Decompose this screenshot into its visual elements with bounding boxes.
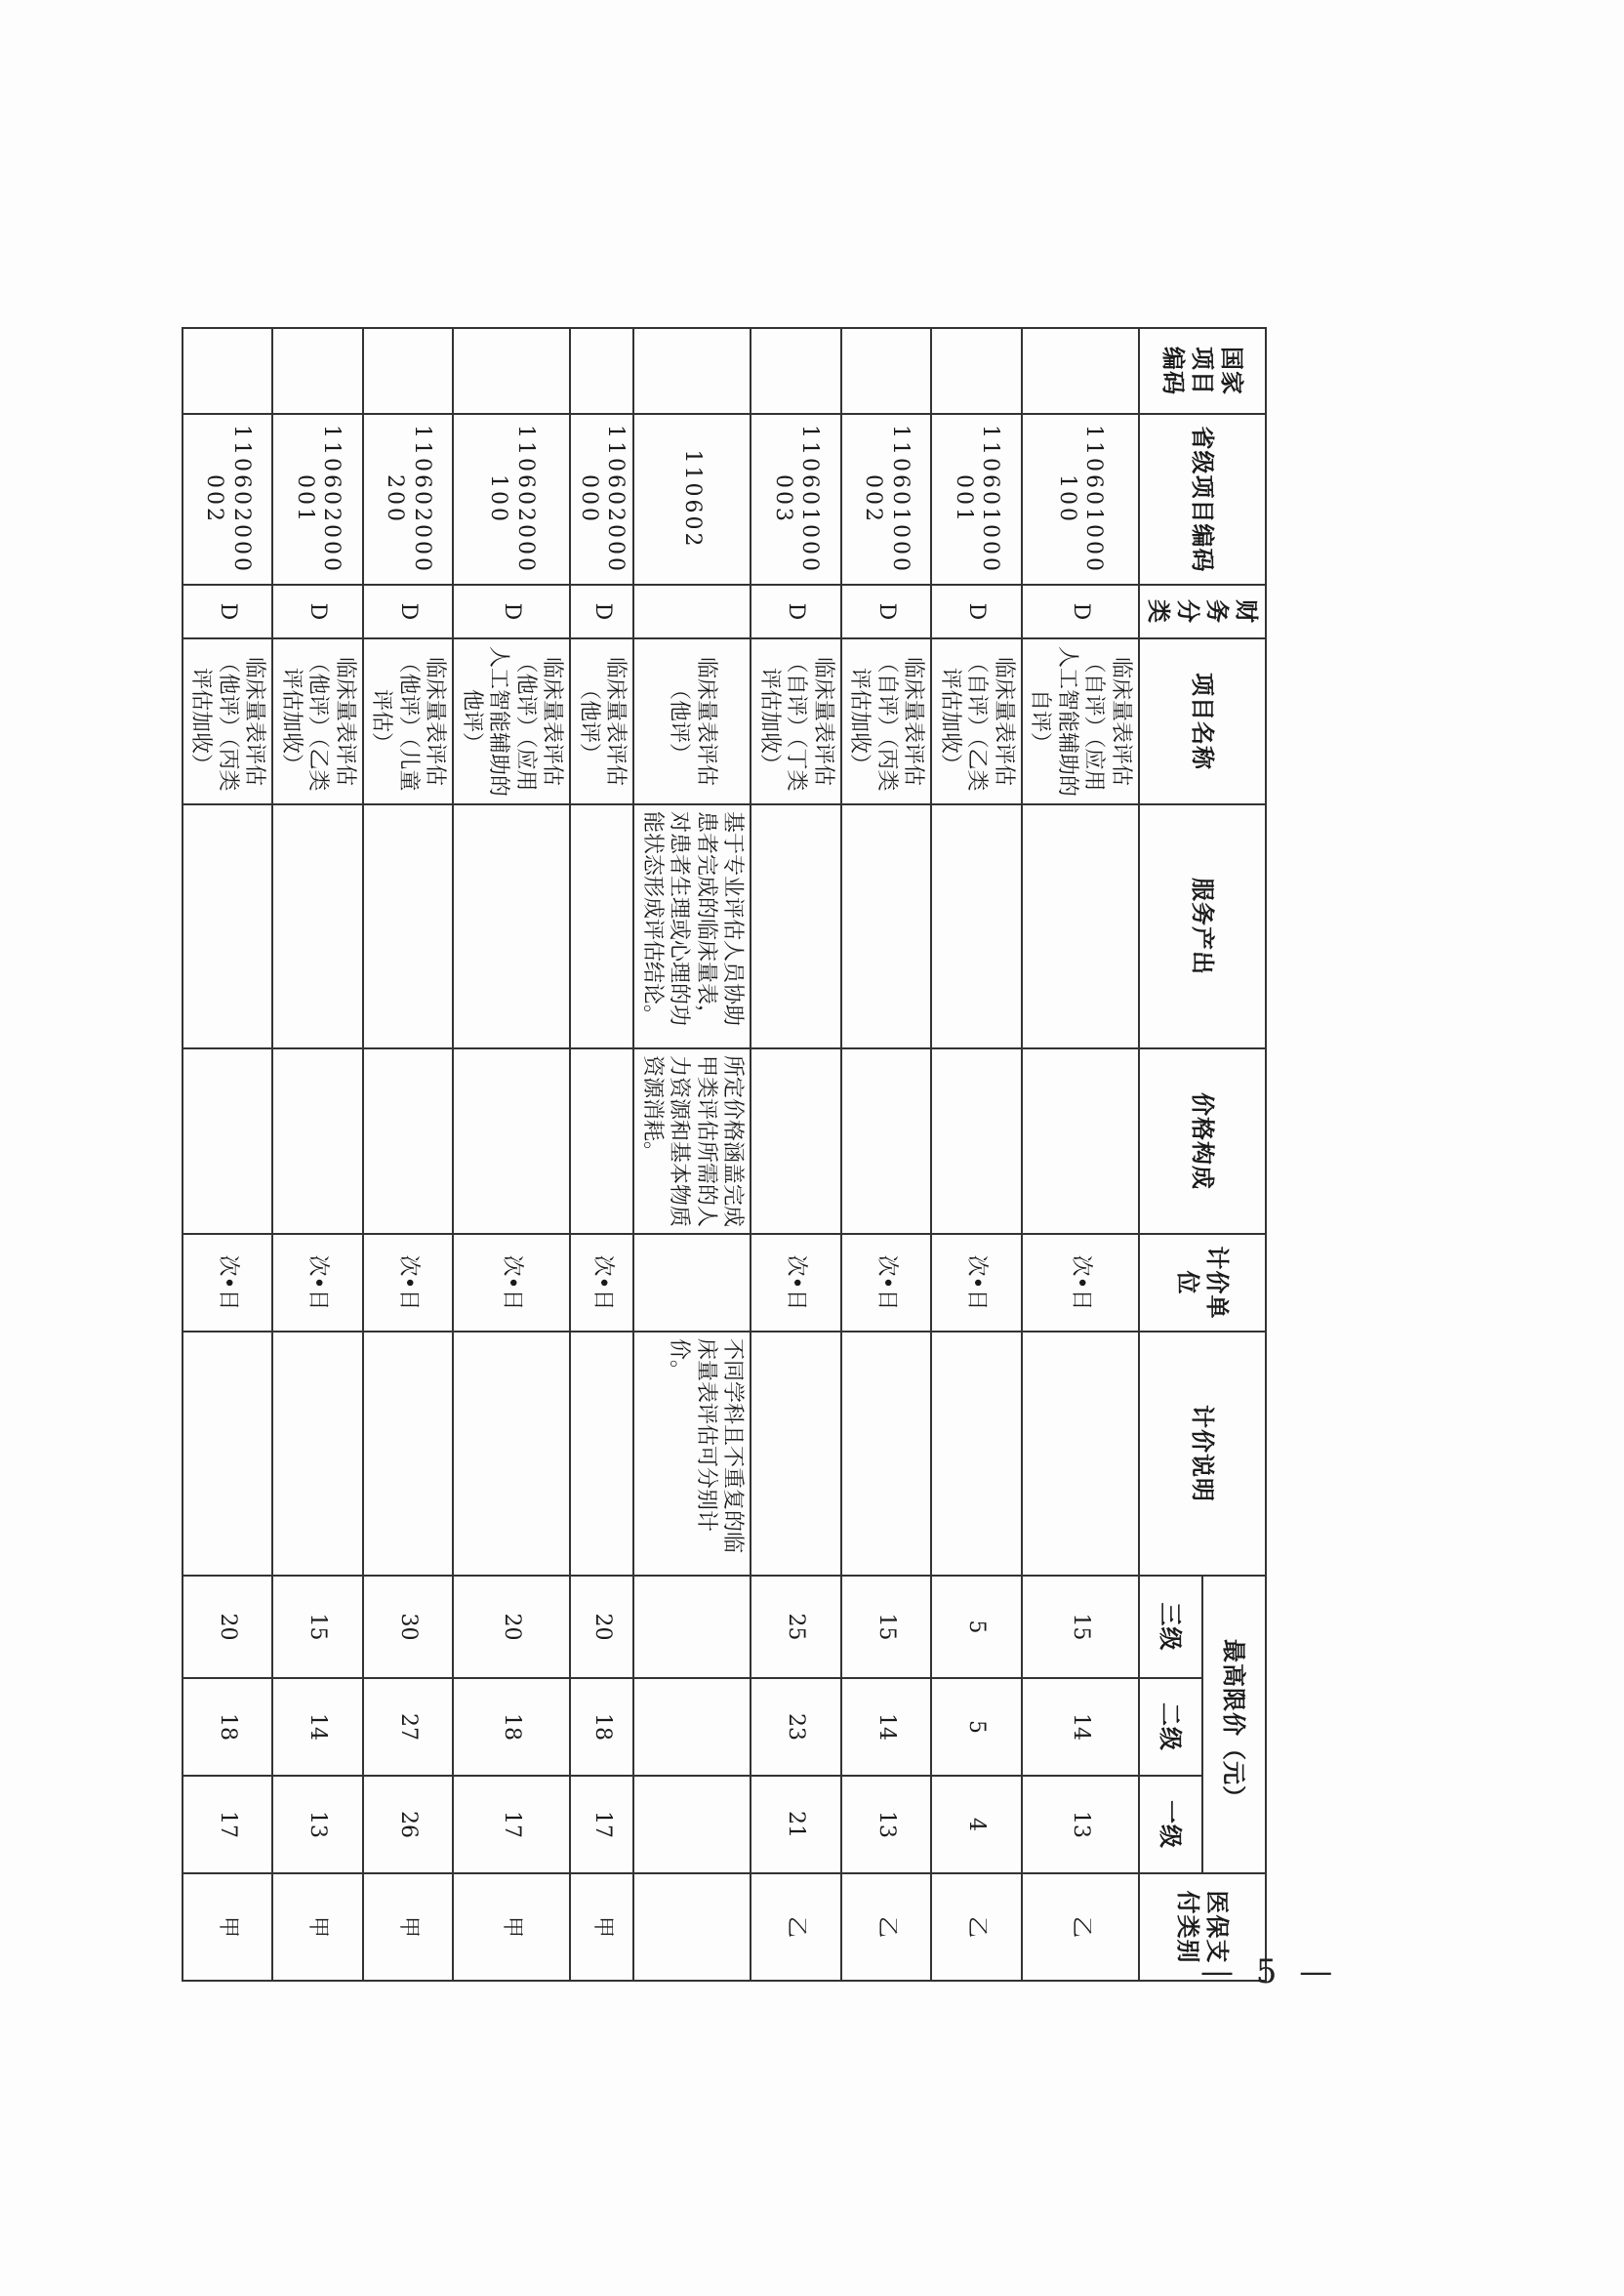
cell-service-output	[1022, 804, 1139, 1048]
header-item-name: 项目名称	[1139, 638, 1266, 804]
cell-national-code	[183, 328, 273, 414]
cell-provincial-code: 110601000003	[751, 414, 842, 585]
cell-provincial-code: 110602000100	[454, 414, 571, 585]
cell-finance-category: D	[932, 585, 1023, 638]
table-row	[571, 328, 634, 1981]
cell-finance-category: D	[751, 585, 842, 638]
table-row	[634, 328, 751, 1981]
cell-item-name: 临床量表评估（他评）（应用人工智能辅助的他评）	[454, 638, 571, 804]
cell-price-level1	[634, 1776, 751, 1873]
cell-item-name: 临床量表评估（他评）	[634, 638, 751, 804]
cell-pricing-note	[751, 1332, 842, 1576]
cell-pricing-unit: 次•日	[273, 1234, 364, 1332]
cell-item-name: 临床量表评估（自评）（乙类评估加收）	[932, 638, 1023, 804]
cell-price-level2: 14	[1022, 1678, 1139, 1776]
cell-pricing-note	[571, 1332, 634, 1576]
cell-national-code	[932, 328, 1023, 414]
cell-item-name: 临床量表评估（自评）（丙类评估加收）	[841, 638, 932, 804]
cell-price-level1: 17	[454, 1776, 571, 1873]
cell-insurance-category: 乙	[841, 1873, 932, 1981]
cell-price-composition	[1022, 1048, 1139, 1234]
cell-service-output: 基于专业评估人员协助患者完成的临床量表，对患者生理或心理的功能状态形成评估结论。	[634, 804, 751, 1048]
cell-service-output	[751, 804, 842, 1048]
cell-price-composition	[273, 1048, 364, 1234]
cell-price-level2: 23	[751, 1678, 842, 1776]
header-row-top	[1202, 328, 1266, 1981]
cell-price-composition: 所定价格涵盖完成甲类评估所需的人力资源和基本物质资源消耗。	[634, 1048, 751, 1234]
cell-price-level1: 13	[273, 1776, 364, 1873]
cell-price-level1: 26	[363, 1776, 454, 1873]
cell-price-composition	[183, 1048, 273, 1234]
cell-price-level3: 30	[363, 1576, 454, 1678]
cell-price-level2: 5	[932, 1678, 1023, 1776]
table-body	[183, 328, 1139, 1981]
header-level3: 三级	[1139, 1576, 1202, 1678]
cell-insurance-category: 乙	[751, 1873, 842, 1981]
cell-item-name: 临床量表评估（他评）	[571, 638, 634, 804]
cell-service-output	[454, 804, 571, 1048]
cell-national-code	[634, 328, 751, 414]
cell-provincial-code: 110602000001	[273, 414, 364, 585]
cell-provincial-code: 110602	[634, 414, 751, 585]
cell-price-level2: 14	[841, 1678, 932, 1776]
cell-price-level1: 21	[751, 1776, 842, 1873]
cell-provincial-code: 110601000001	[932, 414, 1023, 585]
header-finance-category: 财务分类	[1139, 585, 1266, 638]
cell-price-level1: 17	[571, 1776, 634, 1873]
cell-service-output	[363, 804, 454, 1048]
cell-price-composition	[841, 1048, 932, 1234]
cell-pricing-unit: 次•日	[454, 1234, 571, 1332]
cell-item-name: 临床量表评估（他评）（丙类评估加收）	[183, 638, 273, 804]
cell-provincial-code: 110602000002	[183, 414, 273, 585]
table-row	[841, 328, 932, 1981]
cell-pricing-unit: 次•日	[571, 1234, 634, 1332]
cell-finance-category: D	[1022, 585, 1139, 638]
header-provincial-code: 省级项目编码	[1139, 414, 1266, 585]
cell-national-code	[1022, 328, 1139, 414]
cell-insurance-category: 甲	[571, 1873, 634, 1981]
cell-price-composition	[454, 1048, 571, 1234]
cell-pricing-note	[363, 1332, 454, 1576]
header-national-code: 国家项目编码	[1139, 328, 1266, 414]
cell-finance-category: D	[363, 585, 454, 638]
cell-price-level3: 15	[273, 1576, 364, 1678]
cell-price-level3: 20	[183, 1576, 273, 1678]
table-row	[183, 328, 273, 1981]
cell-finance-category: D	[454, 585, 571, 638]
cell-price-composition	[363, 1048, 454, 1234]
cell-price-composition	[571, 1048, 634, 1234]
cell-price-level3: 20	[571, 1576, 634, 1678]
cell-price-level1: 17	[183, 1776, 273, 1873]
header-max-price: 最高限价（元）	[1202, 1576, 1266, 1873]
table-row	[932, 328, 1023, 1981]
cell-item-name: 临床量表评估（自评）（应用人工智能辅助的自评）	[1022, 638, 1139, 804]
cell-price-level3: 5	[932, 1576, 1023, 1678]
cell-price-level3: 25	[751, 1576, 842, 1678]
cell-service-output	[571, 804, 634, 1048]
cell-item-name: 临床量表评估（自评）（丁类评估加收）	[751, 638, 842, 804]
cell-national-code	[454, 328, 571, 414]
cell-finance-category: D	[841, 585, 932, 638]
cell-service-output	[183, 804, 273, 1048]
cell-national-code	[841, 328, 932, 414]
cell-provincial-code: 110602000200	[363, 414, 454, 585]
cell-price-level1: 13	[841, 1776, 932, 1873]
header-price-composition: 价格构成	[1139, 1048, 1266, 1234]
cell-price-composition	[751, 1048, 842, 1234]
header-insurance-category: 医保支付类别	[1139, 1873, 1266, 1981]
table-header	[1139, 328, 1266, 1981]
cell-finance-category: D	[183, 585, 273, 638]
header-level1: 一级	[1139, 1776, 1202, 1873]
header-pricing-note: 计价说明	[1139, 1332, 1266, 1576]
cell-insurance-category: 甲	[273, 1873, 364, 1981]
cell-national-code	[751, 328, 842, 414]
cell-pricing-note	[841, 1332, 932, 1576]
cell-pricing-note: 不同学科且不重复的临床量表评估可分别计价。	[634, 1332, 751, 1576]
cell-price-level2	[634, 1678, 751, 1776]
cell-provincial-code: 110601000100	[1022, 414, 1139, 585]
cell-national-code	[273, 328, 364, 414]
cell-price-level2: 18	[183, 1678, 273, 1776]
page-number: — 5 —	[1200, 1952, 1339, 1991]
cell-item-name: 临床量表评估（他评）（儿童评估）	[363, 638, 454, 804]
cell-insurance-category: 甲	[183, 1873, 273, 1981]
cell-insurance-category: 甲	[363, 1873, 454, 1981]
cell-provincial-code: 110602000000	[571, 414, 634, 585]
fee-table	[182, 327, 1267, 1982]
header-pricing-unit: 计价单位	[1139, 1234, 1266, 1332]
cell-price-level2: 18	[571, 1678, 634, 1776]
cell-price-level2: 27	[363, 1678, 454, 1776]
table-row	[751, 328, 842, 1981]
header-service-output: 服务产出	[1139, 804, 1266, 1048]
cell-national-code	[363, 328, 454, 414]
cell-pricing-note	[273, 1332, 364, 1576]
cell-pricing-note	[183, 1332, 273, 1576]
cell-insurance-category	[634, 1873, 751, 1981]
cell-pricing-unit: 次•日	[751, 1234, 842, 1332]
cell-service-output	[841, 804, 932, 1048]
cell-service-output	[932, 804, 1023, 1048]
cell-price-level3: 20	[454, 1576, 571, 1678]
cell-finance-category: D	[571, 585, 634, 638]
cell-national-code	[571, 328, 634, 414]
cell-price-composition	[932, 1048, 1023, 1234]
cell-finance-category: D	[273, 585, 364, 638]
cell-pricing-unit: 次•日	[363, 1234, 454, 1332]
cell-service-output	[273, 804, 364, 1048]
cell-price-level3: 15	[841, 1576, 932, 1678]
cell-pricing-unit: 次•日	[932, 1234, 1023, 1332]
rotated-table-container	[188, 327, 1267, 1964]
table-row	[454, 328, 571, 1981]
cell-price-level2: 18	[454, 1678, 571, 1776]
cell-insurance-category: 乙	[932, 1873, 1023, 1981]
cell-provincial-code: 110601000002	[841, 414, 932, 585]
cell-insurance-category: 乙	[1022, 1873, 1139, 1981]
cell-pricing-unit: 次•日	[841, 1234, 932, 1332]
cell-pricing-unit: 次•日	[183, 1234, 273, 1332]
cell-pricing-note	[932, 1332, 1023, 1576]
table-row	[363, 328, 454, 1981]
cell-price-level3: 15	[1022, 1576, 1139, 1678]
cell-price-level2: 14	[273, 1678, 364, 1776]
cell-finance-category	[634, 585, 751, 638]
cell-price-level1: 13	[1022, 1776, 1139, 1873]
cell-item-name: 临床量表评估（他评）（乙类评估加收）	[273, 638, 364, 804]
header-level2: 二级	[1139, 1678, 1202, 1776]
table-row	[273, 328, 364, 1981]
cell-pricing-unit	[634, 1234, 751, 1332]
cell-insurance-category: 甲	[454, 1873, 571, 1981]
cell-pricing-note	[1022, 1332, 1139, 1576]
cell-pricing-unit: 次•日	[1022, 1234, 1139, 1332]
cell-price-level3	[634, 1576, 751, 1678]
cell-price-level1: 4	[932, 1776, 1023, 1873]
cell-pricing-note	[454, 1332, 571, 1576]
table-row	[1022, 328, 1139, 1981]
